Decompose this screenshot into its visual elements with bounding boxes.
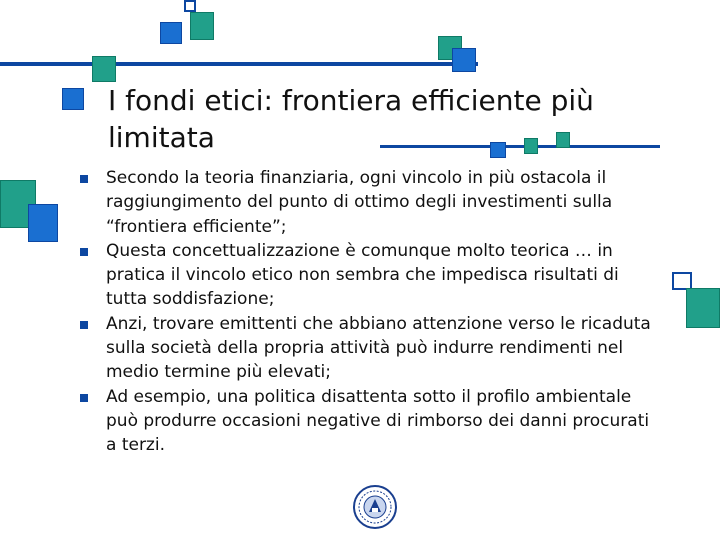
- deco-square: [190, 12, 214, 40]
- bullet-text: Ad esempio, una politica disattenta sotto il profilo ambientale può produrre occasioni negative di rimborso dei danni procurati a terzi.: [106, 386, 650, 456]
- university-seal-icon: [352, 484, 398, 530]
- square-bullet-icon: [80, 394, 88, 402]
- bullet-text: Anzi, trovare emittenti che abbiano attenzione verso le ricaduta sulla società della propria attività può indurre rendimenti nel medio termine più elevati;: [106, 313, 651, 383]
- square-bullet-icon: [80, 321, 88, 329]
- deco-square: [686, 288, 720, 328]
- slide-title-line-1: I fondi etici: frontiera efficiente più: [108, 84, 594, 117]
- bullet-list: [80, 166, 660, 458]
- deco-square: [28, 204, 58, 242]
- deco-square: [160, 22, 182, 44]
- deco-square: [92, 56, 116, 82]
- slide-title-line-2: limitata: [108, 121, 215, 154]
- bullet-text: Questa concettualizzazione è comunque molto teorica … in pratica il vincolo etico non sembra che impedisca risultati di tutta soddisfazione;: [106, 240, 619, 310]
- deco-square: [184, 0, 196, 12]
- list-item: [80, 385, 660, 458]
- list-item: [80, 166, 660, 239]
- slide-title: [108, 82, 628, 156]
- deco-square: [62, 88, 84, 110]
- top-rule: [0, 62, 478, 66]
- list-item: [80, 239, 660, 312]
- list-item: [80, 312, 660, 385]
- bullet-text: Secondo la teoria finanziaria, ogni vincolo in più ostacola il raggiungimento del punto di ottimo degli investimenti sulla “frontiera efficiente”;: [106, 168, 613, 237]
- deco-square: [452, 48, 476, 72]
- square-bullet-icon: [80, 248, 88, 256]
- square-bullet-icon: [80, 175, 88, 183]
